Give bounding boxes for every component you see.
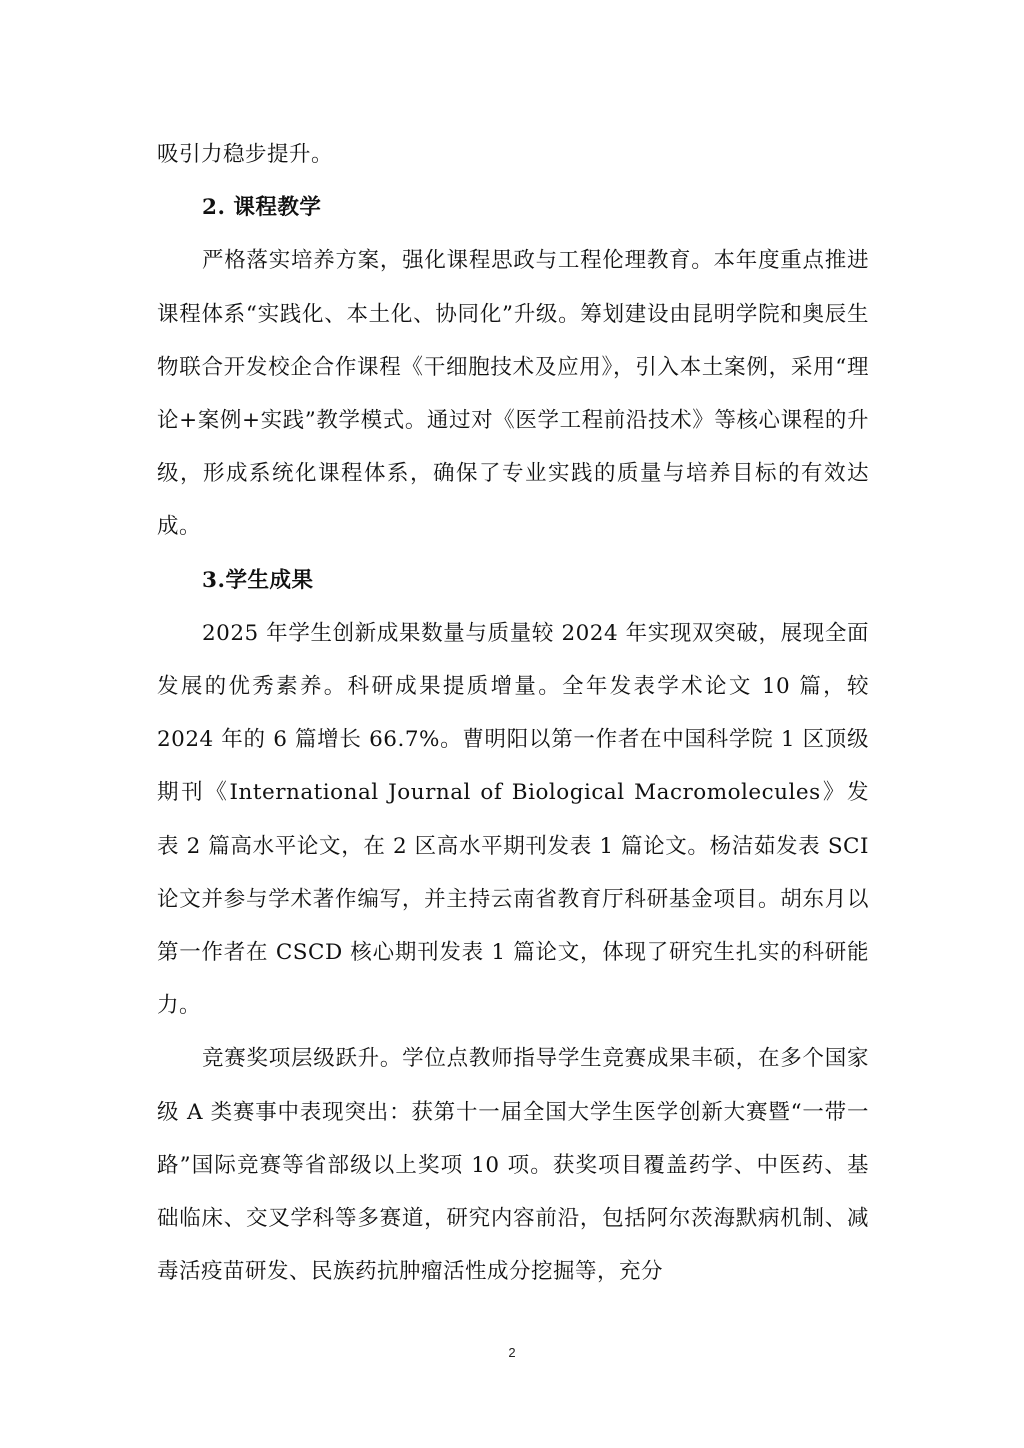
section-heading-student-achievements: 3.学生成果 (202, 567, 314, 593)
document-body (157, 128, 869, 1298)
paragraph-research-achievements: 2025 年学生创新成果数量与质量较 2024 年实现双突破，展现全面发展的优秀素养。科研成果提质增量。全年发表学术论文 10 篇，较 2024 年的 6 篇增长 66.7%。曹明阳以第一作者在中国科学院 1 区顶级期刊《International Journal of Biological Macromolecules》发表 2 篇高水平论文，在 2 区高水平期刊发表 1 篇论文。杨洁茹发表 SCI 论文并参与学术著作编写，并主持云南省教育厅科研基金项目。胡东月以第一作者在 CSCD 核心期刊发表 1 篇论文，体现了研究生扎实的科研能力。 (157, 620, 869, 1019)
continuation-paragraph: 吸引力稳步提升。 (157, 142, 334, 167)
paragraph-competition-awards: 竞赛奖项层级跃升。学位点教师指导学生竞赛成果丰硕，在多个国家级 A 类赛事中表现突出：获第十一届全国大学生医学创新大赛暨“一带一路”国际竞赛等省部级以上奖项 10 项。获奖项目覆盖药学、中医药、基础临床、交叉学科等多赛道，研究内容前沿，包括阿尔茨海默病机制、减毒活疫苗研发、民族药抗肿瘤活性成分挖掘等，充分 (157, 1046, 869, 1285)
paragraph-course-teaching: 严格落实培养方案，强化课程思政与工程伦理教育。本年度重点推进课程体系“实践化、本土化、协同化”升级。筹划建设由昆明学院和奥辰生物联合开发校企合作课程《干细胞技术及应用》，引入本土案例，采用“理论+案例+实践”教学模式。通过对《医学工程前沿技术》等核心课程的升级，形成系统化课程体系，确保了专业实践的质量与培养目标的有效达成。 (157, 248, 869, 540)
page-number: 2 (508, 1345, 516, 1360)
section-heading-course-teaching: 2. 课程教学 (202, 195, 322, 221)
